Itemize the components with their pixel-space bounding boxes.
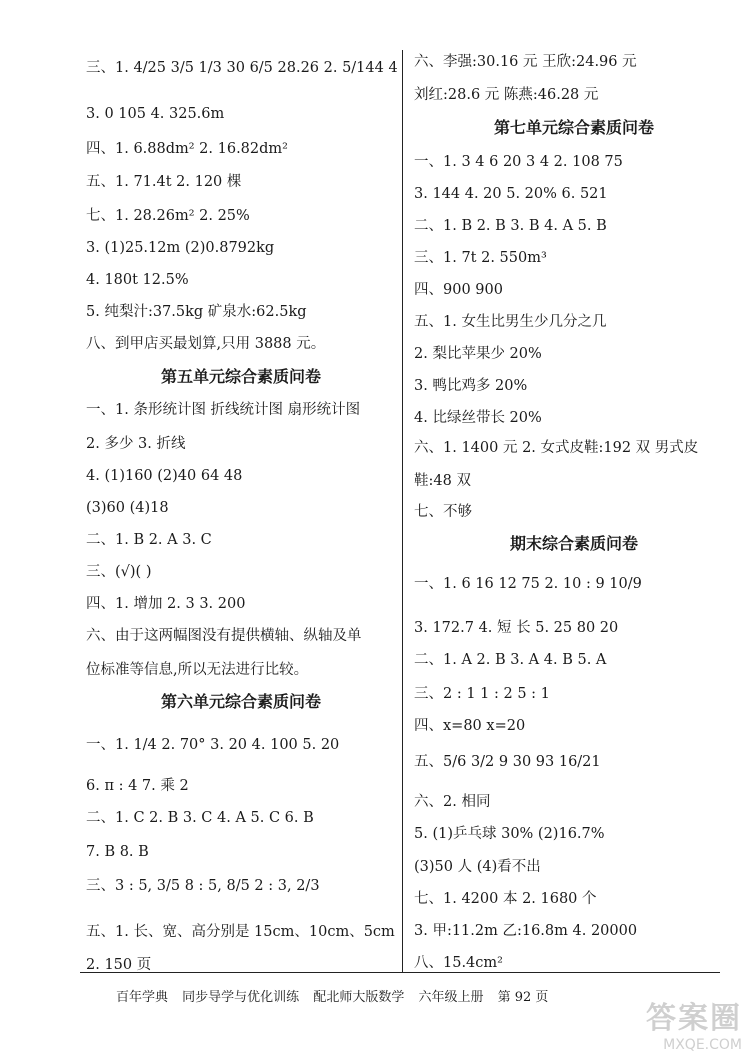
answer-line: 2. 150 页 <box>86 957 152 973</box>
answer-line: 7. B 8. B <box>86 844 149 860</box>
answer-line: 刘红:28.6 元 陈燕:46.28 元 <box>414 87 599 103</box>
footer-grade: 六年级上册 <box>418 990 484 1005</box>
watermark-logo: 答案圈 <box>646 1001 742 1036</box>
answer-line: 六、由于这两幅图没有提供横轴、纵轴及单 <box>86 628 362 644</box>
answer-line: 六、2. 相同 <box>414 794 491 810</box>
answer-line: 四、x=80 x=20 <box>414 718 526 734</box>
column-divider <box>402 50 403 972</box>
answer-line: 八、15.4cm² <box>414 955 503 971</box>
answer-line: 4. 比绿丝带长 20% <box>414 410 542 426</box>
answer-line: 3. 甲:11.2m 乙:16.8m 4. 20000 <box>414 923 638 939</box>
answer-line: 六、李强:30.16 元 王欣:24.96 元 <box>414 54 637 70</box>
answer-line: 五、1. 长、宽、高分别是 15cm、10cm、5cm <box>86 924 395 940</box>
answer-line: 2. 多少 3. 折线 <box>86 436 186 452</box>
section-heading: 期末综合素质问卷 <box>509 534 638 553</box>
answer-line: 5. (1)乒乓球 30% (2)16.7% <box>414 826 605 842</box>
footer-book: 百年学典 <box>116 990 169 1005</box>
watermark <box>646 993 742 1053</box>
answer-line: 二、1. B 2. B 3. B 4. A 5. B <box>414 218 607 234</box>
answer-line: 三、2 : 1 1 : 2 5 : 1 <box>414 686 550 702</box>
answer-line: 一、1. 1/4 2. 70° 3. 20 4. 100 5. 20 <box>86 737 340 753</box>
answer-line: 五、1. 71.4t 2. 120 棵 <box>86 174 242 190</box>
answer-line: 五、1. 女生比男生少几分之几 <box>414 314 607 330</box>
answer-line: (3)60 (4)18 <box>86 500 169 516</box>
answer-line: 七、1. 28.26m² 2. 25% <box>86 208 250 224</box>
answer-line: 二、1. A 2. B 3. A 4. B 5. A <box>414 652 607 668</box>
answer-line: 3. 144 4. 20 5. 20% 6. 521 <box>414 186 608 202</box>
answer-line: 5. 纯梨汁:37.5kg 矿泉水:62.5kg <box>86 304 307 320</box>
answer-line: 位标准等信息,所以无法进行比较。 <box>86 662 309 678</box>
footer-series: 同步导学与优化训练 <box>182 990 300 1005</box>
answer-line: 三、1. 7t 2. 550m³ <box>414 250 547 266</box>
footer-rule <box>80 972 720 973</box>
answer-line: 三、3 : 5, 3/5 8 : 5, 8/5 2 : 3, 2/3 <box>86 878 320 894</box>
answer-line: 四、1. 6.88dm² 2. 16.82dm² <box>86 141 288 157</box>
answer-line: 鞋:48 双 <box>414 473 471 489</box>
answer-line: 一、1. 条形统计图 折线统计图 扇形统计图 <box>86 402 361 418</box>
footer-page-number: 第 92 页 <box>497 990 549 1005</box>
answer-line: 2. 梨比苹果少 20% <box>414 346 542 362</box>
section-heading: 第五单元综合素质问卷 <box>160 367 321 386</box>
answer-line: 六、1. 1400 元 2. 女式皮鞋:192 双 男式皮 <box>414 440 699 456</box>
answer-line: 3. (1)25.12m (2)0.8792kg <box>86 240 275 256</box>
answer-line: 4. 180t 12.5% <box>86 272 189 288</box>
answer-line: (3)50 人 (4)看不出 <box>414 859 541 875</box>
answer-line: 五、5/6 3/2 9 30 93 16/21 <box>414 754 601 770</box>
watermark-url: MXQE.COM <box>663 1037 742 1053</box>
answer-line: 4. (1)160 (2)40 64 48 <box>86 468 243 484</box>
answer-line: 6. π : 4 7. 乘 2 <box>86 778 189 794</box>
answer-line: 七、1. 4200 本 2. 1680 个 <box>414 891 597 907</box>
answer-line: 八、到甲店买最划算,只用 3888 元。 <box>86 336 326 352</box>
answer-line: 四、1. 增加 2. 3 3. 200 <box>86 596 246 612</box>
answer-line: 三、1. 4/25 3/5 1/3 30 6/5 28.26 2. 5/144 4 <box>86 60 398 76</box>
answer-line: 一、1. 6 16 12 75 2. 10 : 9 10/9 <box>414 576 642 592</box>
answer-line: 3. 鸭比鸡多 20% <box>414 378 528 394</box>
answer-line: 二、1. C 2. B 3. C 4. A 5. C 6. B <box>86 810 314 826</box>
answer-line: 3. 172.7 4. 短 长 5. 25 80 20 <box>414 620 619 636</box>
answer-line: 四、900 900 <box>414 282 503 298</box>
answer-line: 3. 0 105 4. 325.6m <box>86 106 225 122</box>
section-heading: 第七单元综合素质问卷 <box>493 118 654 137</box>
answer-line: 二、1. B 2. A 3. C <box>86 532 212 548</box>
page-footer <box>116 986 558 1005</box>
answer-line: 一、1. 3 4 6 20 3 4 2. 108 75 <box>414 154 623 170</box>
section-heading: 第六单元综合素质问卷 <box>160 692 321 711</box>
answer-line: 七、不够 <box>414 504 472 520</box>
footer-edition: 配北师大版数学 <box>313 990 405 1005</box>
answer-line: 三、(√)( ) <box>86 564 152 580</box>
